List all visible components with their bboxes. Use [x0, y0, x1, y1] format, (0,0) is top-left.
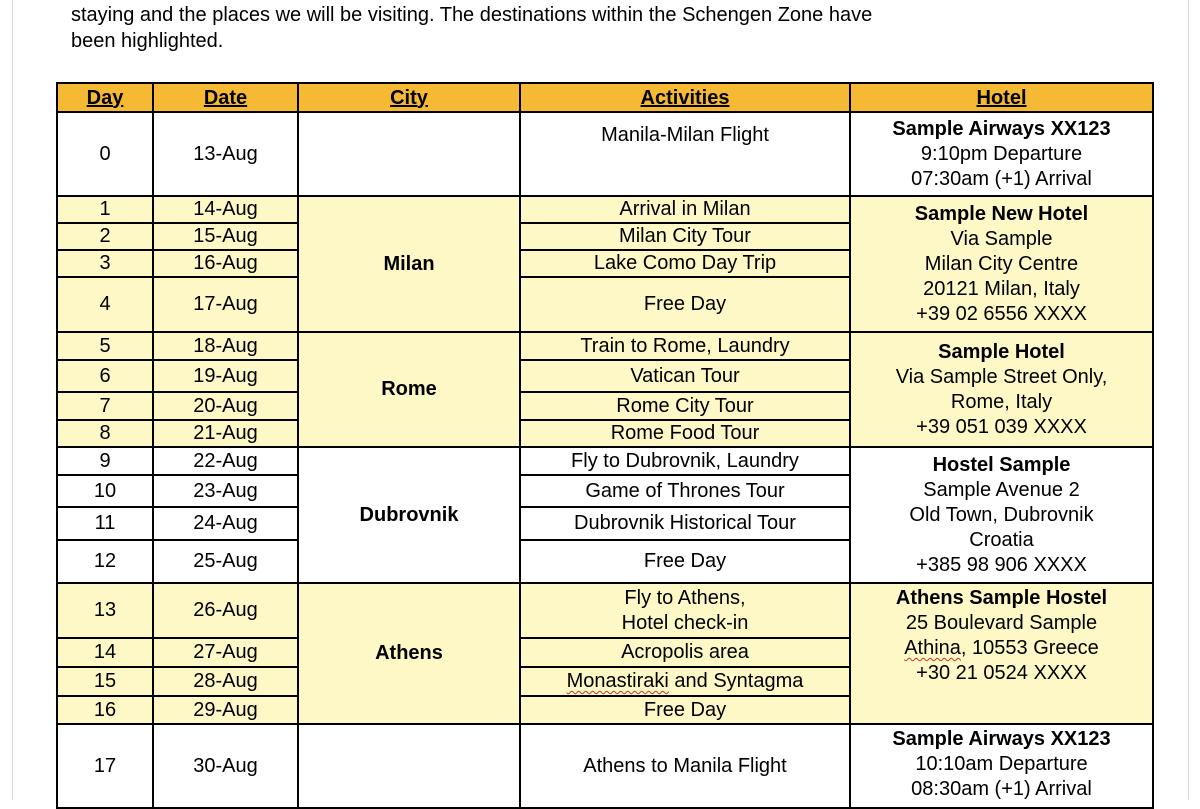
activity-cell: Acropolis area: [520, 638, 850, 667]
day-cell: 12: [57, 540, 153, 583]
day-cell: 1: [57, 196, 153, 223]
date-cell: 30-Aug: [153, 724, 298, 808]
city-cell-dubrovnik: Dubrovnik: [298, 447, 520, 583]
activity-cell: Rome Food Tour: [520, 420, 850, 447]
table-row: [57, 583, 1153, 638]
hotel-line: Milan City Centre: [924, 252, 1079, 275]
header-city: City: [298, 83, 520, 112]
hotel-name: Athens Sample Hostel: [895, 587, 1108, 609]
activity-text: Manila-Milan Flight: [601, 124, 769, 146]
day-cell: 14: [57, 638, 153, 667]
header-day: Day: [57, 83, 153, 112]
hotel-name: Sample New Hotel: [914, 202, 1089, 225]
activity-cell: Rome City Tour: [520, 392, 850, 420]
date-cell: 25-Aug: [153, 540, 298, 583]
activity-cell: Lake Como Day Trip: [520, 250, 850, 277]
city-cell-milan: Milan: [298, 196, 520, 332]
activity-text: Hotel check-in: [621, 611, 749, 634]
hotel-line: +30 21 0524 XXXX: [916, 662, 1087, 684]
day-cell: 8: [57, 420, 153, 447]
date-cell: 27-Aug: [153, 638, 298, 667]
table-row: [57, 112, 1153, 196]
header-hotel: Hotel: [850, 83, 1153, 112]
day-cell: 7: [57, 392, 153, 420]
day-cell: 15: [57, 667, 153, 696]
header-activities: Activities: [520, 83, 850, 112]
hotel-cell: [850, 332, 1153, 447]
hotel-line: 10:10am Departure: [915, 753, 1088, 775]
date-cell: 19-Aug: [153, 360, 298, 392]
date-cell: 13-Aug: [153, 112, 298, 196]
activity-cell: Arrival in Milan: [520, 196, 850, 223]
date-cell: 15-Aug: [153, 223, 298, 250]
day-cell: 3: [57, 250, 153, 277]
activity-cell: Athens to Manila Flight: [520, 724, 850, 808]
day-cell: 9: [57, 447, 153, 475]
day-cell: 4: [57, 277, 153, 332]
hotel-line: 07:30am (+1) Arrival: [911, 167, 1092, 190]
activity-cell: Game of Thrones Tour: [520, 475, 850, 507]
hotel-line: +39 02 6556 XXXX: [916, 302, 1087, 325]
date-cell: 22-Aug: [153, 447, 298, 475]
hotel-name: Sample Airways XX123: [892, 117, 1111, 140]
table-header-row: [57, 83, 1153, 112]
table-row: [57, 196, 1153, 223]
activity-cell: Free Day: [520, 540, 850, 583]
activity-cell: Dubrovnik Historical Tour: [520, 507, 850, 540]
date-cell: 21-Aug: [153, 420, 298, 447]
day-cell: 2: [57, 223, 153, 250]
day-cell: 5: [57, 332, 153, 360]
city-cell-athens: Athens: [298, 583, 520, 724]
activity-cell: Fly to Dubrovnik, Laundry: [520, 447, 850, 475]
activity-cell: Monastiraki and Syntagma: [520, 667, 850, 696]
table-row: [57, 332, 1153, 360]
activity-cell: [520, 583, 850, 638]
hotel-line: +39 051 039 XXXX: [916, 415, 1087, 438]
intro-line: been highlighted.: [71, 30, 224, 52]
itinerary-table: [56, 82, 1154, 809]
hotel-name: Sample Hotel: [938, 340, 1065, 363]
date-cell: 20-Aug: [153, 392, 298, 420]
date-cell: 14-Aug: [153, 196, 298, 223]
activity-cell: [520, 112, 850, 196]
day-cell: 13: [57, 583, 153, 638]
day-cell: 17: [57, 724, 153, 808]
hotel-line: Athina, 10553 Greece: [904, 637, 1099, 659]
activity-cell: Free Day: [520, 277, 850, 332]
hotel-cell: [850, 583, 1153, 724]
table-row: [57, 447, 1153, 475]
intro-paragraph: [71, 2, 1071, 54]
hotel-line: Rome, Italy: [950, 390, 1053, 413]
hotel-cell: [850, 447, 1153, 583]
activity-cell: Train to Rome, Laundry: [520, 332, 850, 360]
activity-cell: Vatican Tour: [520, 360, 850, 392]
city-cell: [298, 724, 520, 808]
day-cell: 11: [57, 507, 153, 540]
activity-cell: Milan City Tour: [520, 223, 850, 250]
hotel-cell: [850, 196, 1153, 332]
intro-line: staying and the places we will be visiting. The destinations within the Schengen Zone have: [71, 4, 873, 26]
spellcheck-word: Monastiraki: [566, 670, 669, 692]
city-cell: [298, 112, 520, 196]
hotel-line: 08:30am (+1) Arrival: [911, 778, 1092, 800]
hotel-name: Sample Airways XX123: [892, 728, 1111, 750]
hotel-name: Hostel Sample: [932, 453, 1071, 476]
hotel-line: +385 98 906 XXXX: [916, 553, 1087, 576]
day-cell: 16: [57, 696, 153, 724]
hotel-line: Sample Avenue 2: [923, 478, 1080, 501]
city-cell-rome: Rome: [298, 332, 520, 447]
hotel-line: Old Town, Dubrovnik: [909, 503, 1094, 526]
date-cell: 17-Aug: [153, 277, 298, 332]
date-cell: 16-Aug: [153, 250, 298, 277]
date-cell: 24-Aug: [153, 507, 298, 540]
spellcheck-word: Athina: [904, 637, 961, 659]
day-cell: 6: [57, 360, 153, 392]
day-cell: 10: [57, 475, 153, 507]
hotel-line: 25 Boulevard Sample: [905, 612, 1098, 634]
date-cell: 18-Aug: [153, 332, 298, 360]
itinerary-table-wrapper: [56, 82, 1154, 809]
activity-text: Fly to Athens,: [624, 586, 746, 609]
hotel-line: Croatia: [969, 528, 1034, 551]
hotel-cell: [850, 724, 1153, 808]
hotel-line: 9:10pm Departure: [920, 142, 1083, 165]
date-cell: 29-Aug: [153, 696, 298, 724]
table-row: [57, 724, 1153, 808]
date-cell: 23-Aug: [153, 475, 298, 507]
header-date: Date: [153, 83, 298, 112]
hotel-line: Via Sample Street Only,: [895, 365, 1108, 388]
hotel-line: Via Sample: [950, 227, 1053, 250]
day-cell: 0: [57, 112, 153, 196]
hotel-cell: [850, 112, 1153, 196]
activity-cell: Free Day: [520, 696, 850, 724]
hotel-line: 20121 Milan, Italy: [923, 277, 1080, 300]
date-cell: 28-Aug: [153, 667, 298, 696]
date-cell: 26-Aug: [153, 583, 298, 638]
